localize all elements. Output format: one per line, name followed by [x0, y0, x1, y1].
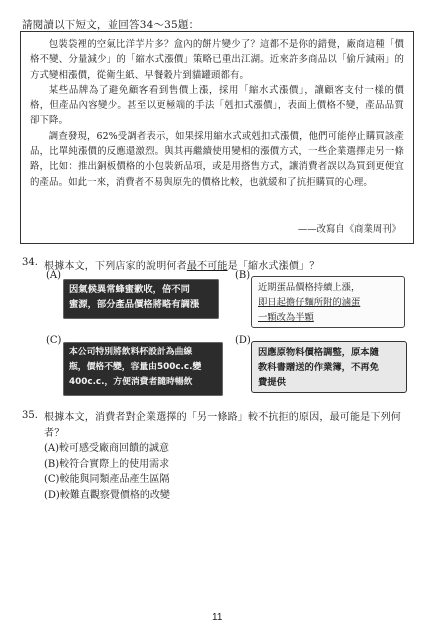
question-35-choices	[44, 441, 170, 503]
option-b-sign[interactable]	[251, 276, 405, 328]
question-34-number: 34.	[22, 257, 38, 268]
passage-box	[20, 31, 414, 244]
option-b-line: 近期蛋品價格持續上漲，	[258, 282, 361, 293]
choice-c[interactable]: (C)較能與同類產品產生區隔	[44, 474, 170, 486]
reading-instruction: 請閱讀以下短文，並回答34～35題：	[22, 19, 200, 31]
question-34-emphasis: 最不可能	[186, 261, 228, 272]
passage-paragraph: 包裝袋裡的空氣比洋芋片多？盒內的餅片變少了？這都不是你的錯覺，廠商這種「價格不變、分量減少」的「縮水式漲價」策略已重出江湖。近來許多商品以「偷斤減兩」的方式變相漲價，從衛生紙、早餐穀片到貓罐頭都有。	[30, 39, 404, 81]
question-34-text-before: 根據本文，下列店家的說明何者	[44, 261, 187, 272]
passage-paragraph: 某些品牌為了避免顧客看到售價上漲，採用「縮水式漲價」，讓顧客支付一樣的價格，但產品內容變少。甚至以更極端的手法「剋扣式漲價」，表面上價格不變，產品品質卻下降。	[30, 84, 404, 127]
choice-b[interactable]: (B)較符合實際上的使用需求	[44, 458, 170, 470]
choice-d[interactable]: (D)較難直觀察覺價格的改變	[44, 489, 170, 501]
question-35-number: 35.	[22, 410, 38, 421]
option-a-line: 因氣候異常蜂蜜歉收，倍不同	[69, 284, 190, 295]
option-b-line: 一顆改為半顆	[258, 312, 314, 323]
option-d-line: 因應原物料價格調整，原本隨	[258, 347, 379, 358]
option-c-sign[interactable]	[63, 342, 223, 396]
option-a-label[interactable]: (A)	[46, 270, 62, 281]
page-number: 11	[212, 612, 223, 623]
option-c-label[interactable]: (C)	[46, 335, 62, 346]
option-b-line: 即日起擔仔麵所附的滷蛋	[258, 297, 361, 308]
option-c-line: 本公司特別將飲料杯設計為曲線	[69, 347, 193, 357]
option-d-line: 費提供	[258, 377, 286, 388]
option-b-label[interactable]: (B)	[235, 270, 251, 281]
passage-source: ——改寫自《商業周刊》	[297, 224, 401, 235]
option-d-line: 教科書贈送的作業簿，不再免	[258, 362, 379, 373]
option-a-line: 蜜源，部分產品價格將略有調漲	[69, 299, 200, 310]
option-c-line: 瓶，價格不變，容量由500c.c.變	[69, 362, 202, 372]
choice-a[interactable]: (A)較可感受廠商回饋的誠意	[44, 443, 170, 454]
option-a-sign[interactable]	[63, 279, 219, 319]
option-d-label[interactable]: (D)	[235, 335, 251, 346]
option-c-line: 400c.c.，方便消費者隨時暢飲	[69, 377, 193, 387]
option-d-sign[interactable]	[251, 341, 407, 393]
question-34-text	[44, 257, 319, 272]
question-35-text: 根據本文，消費者對企業選擇的「另一條路」較不抗拒的原因，最可能是下列何者？	[44, 412, 401, 439]
question-34-text-after: 是「縮水式漲價」？	[227, 261, 320, 272]
passage-paragraph: 調查發現，62%受調者表示，如果採用縮水式或剋扣式漲價，他們可能停止購買該產品，比單純漲價的反應還激烈。與其再繼續使用變相的漲價方式，一些企業選擇走另一條路，比如：推出銅板價格的小包裝新品項，或是用搭售方式，讓消費者誤以為買到更便宜的產品。如此一來，消費者不易與原先的價格比較，也就緩和了抗拒購買的心理。	[30, 130, 404, 188]
